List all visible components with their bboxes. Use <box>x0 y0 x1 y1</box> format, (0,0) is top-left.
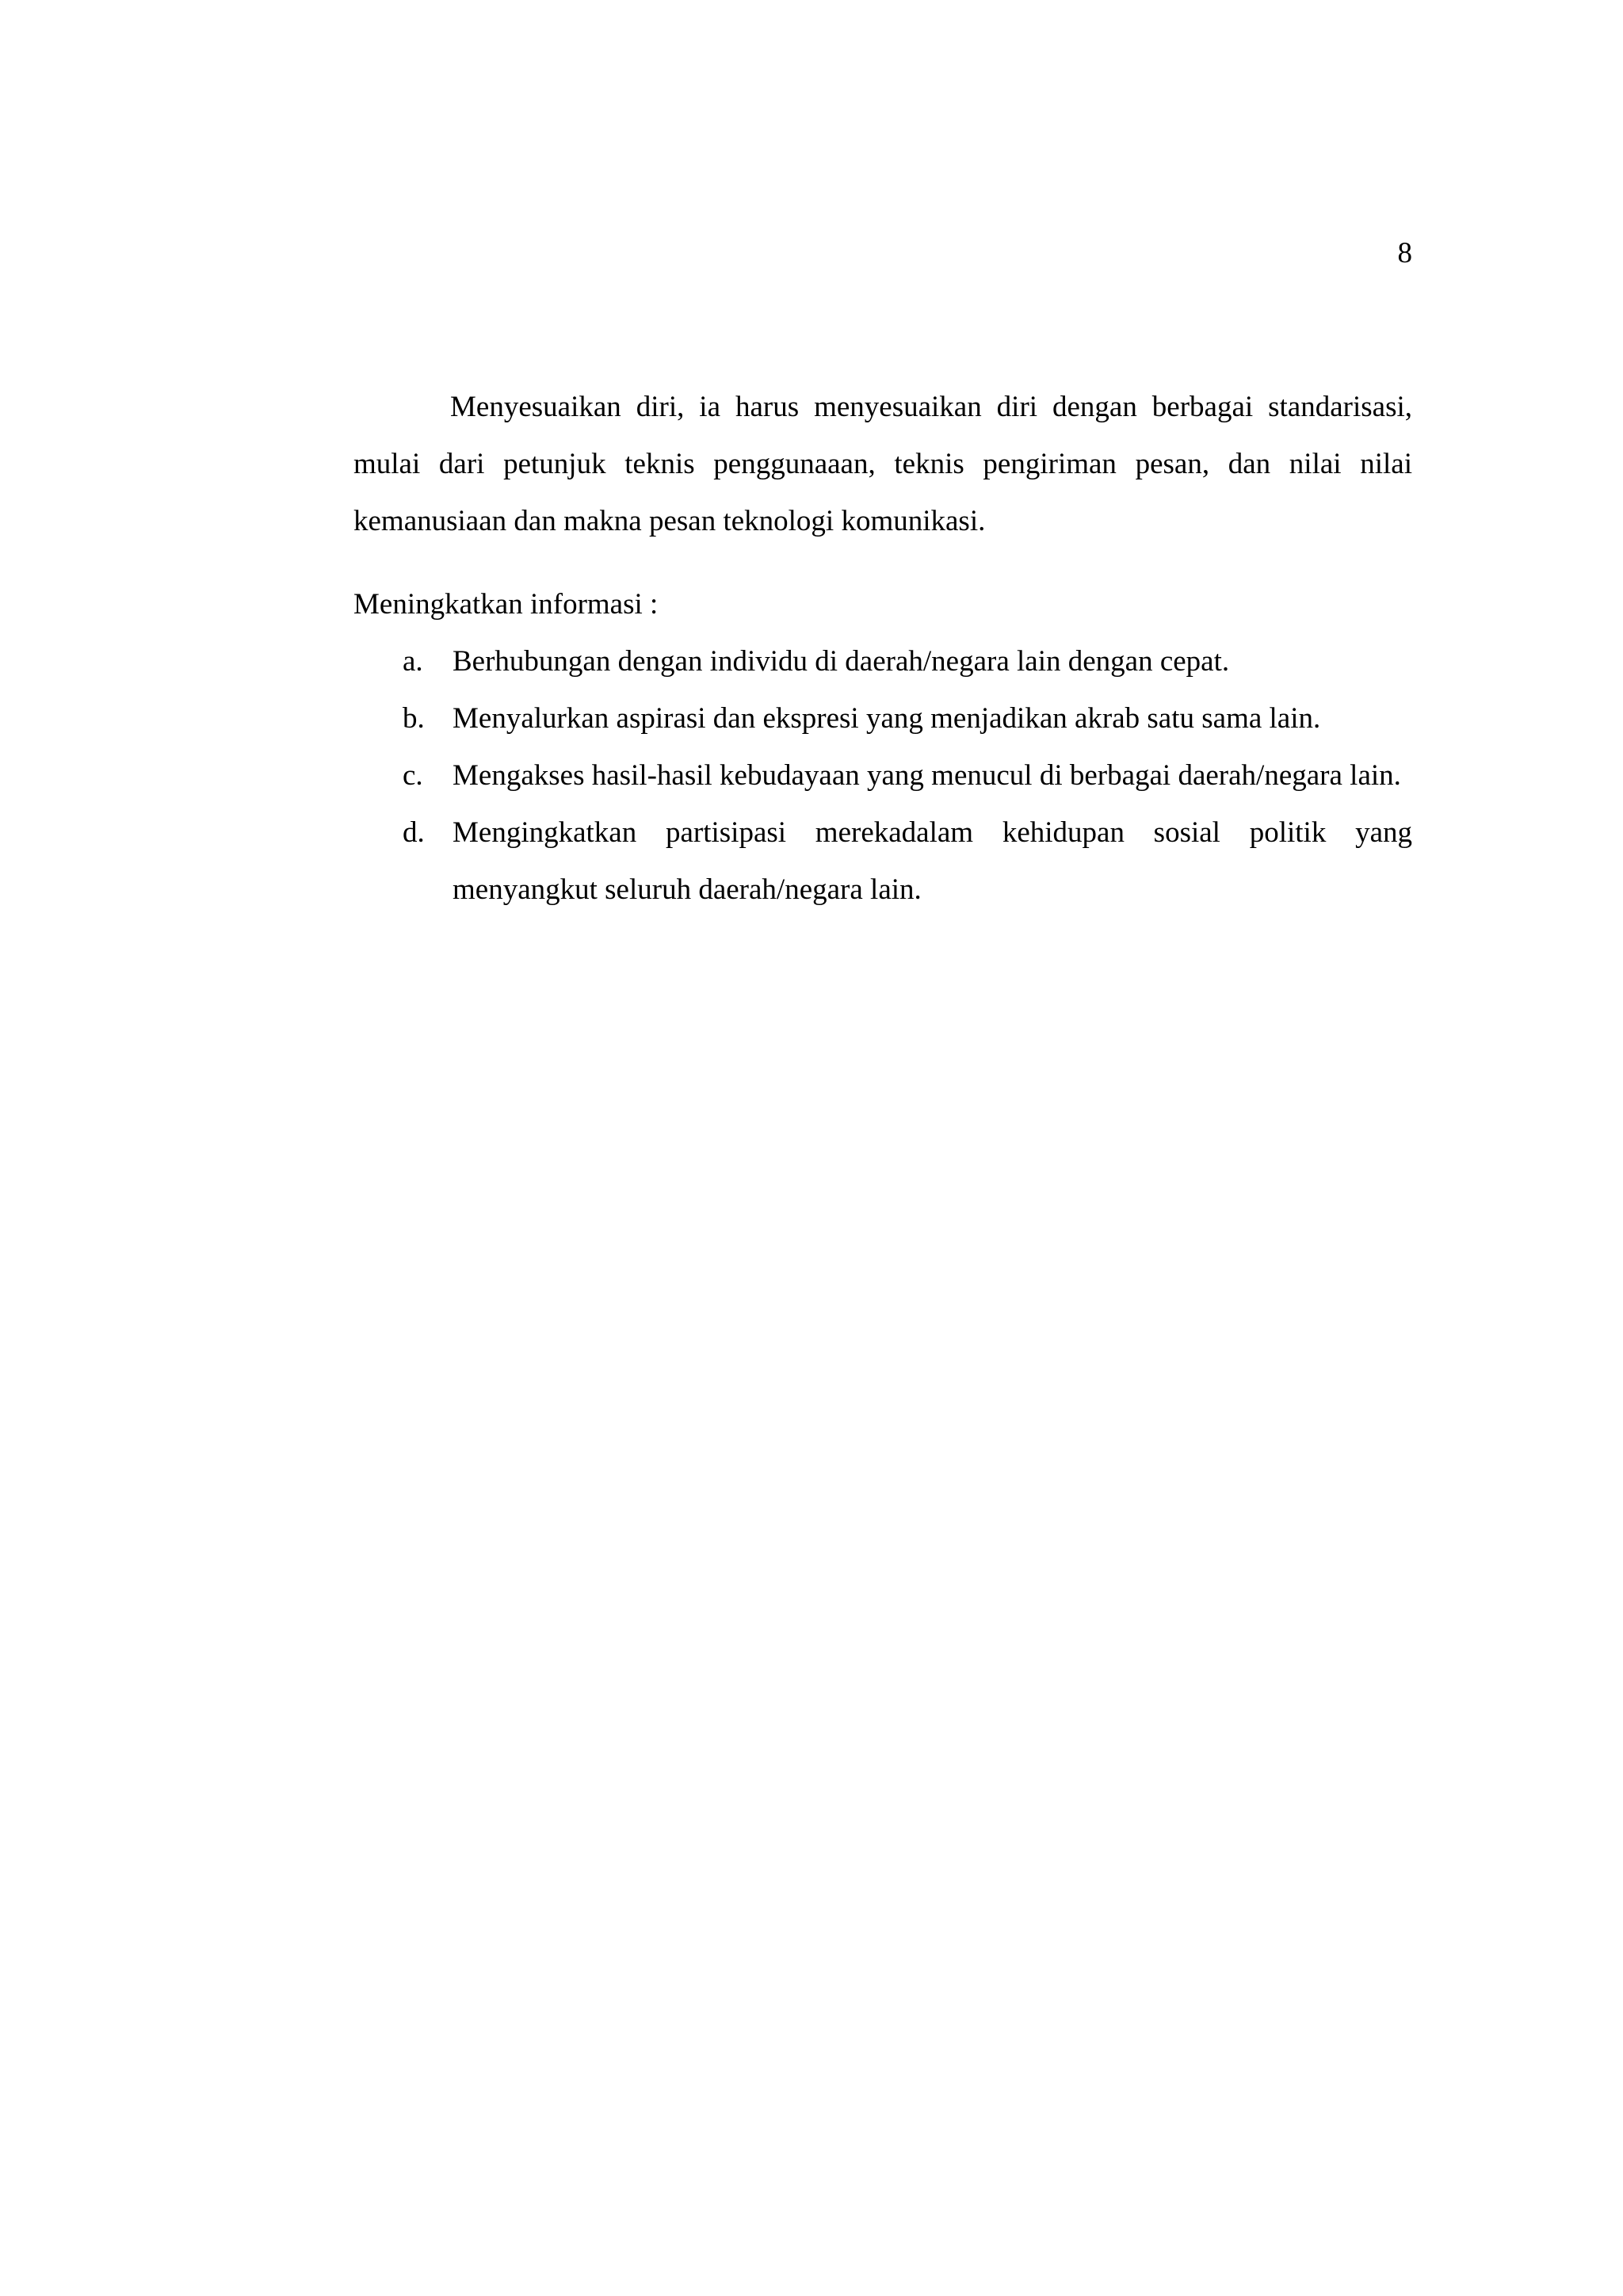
section-heading: Meningkatkan informasi : <box>353 588 659 621</box>
list-item-d <box>353 804 1412 919</box>
list-item-text: Mengakses hasil-hasil kebudayaan yang menucul di berbagai daerah/negara lain. <box>453 759 1401 792</box>
list-marker: a. <box>403 645 423 678</box>
list-item-text: Mengingkatkan partisipasi merekadalam kehidupan sosial politik yang menyangkut seluruh daerah/negara lain. <box>453 816 1412 906</box>
list-item-c <box>353 747 1412 804</box>
list-item-a <box>353 633 1412 690</box>
body-text <box>353 379 1412 919</box>
page-number: 8 <box>1397 237 1412 269</box>
paragraph: Menyesuaikan diri, ia harus menyesuaikan diri dengan berbagai standarisasi, mulai dari petunjuk teknis penggunaaan, teknis pengiriman pesan, dan nilai nilai kemanusiaan dan makna pesan teknologi komunikasi. <box>353 391 1412 537</box>
list-item-b <box>353 690 1412 747</box>
list-marker: c. <box>403 759 423 792</box>
list-item-text: Berhubungan dengan individu di daerah/negara lain dengan cepat. <box>453 645 1230 678</box>
list-item-text: Menyalurkan aspirasi dan ekspresi yang menjadikan akrab satu sama lain. <box>453 702 1321 735</box>
list-marker: d. <box>403 816 425 849</box>
list-marker: b. <box>403 702 425 735</box>
information-list <box>353 633 1412 919</box>
